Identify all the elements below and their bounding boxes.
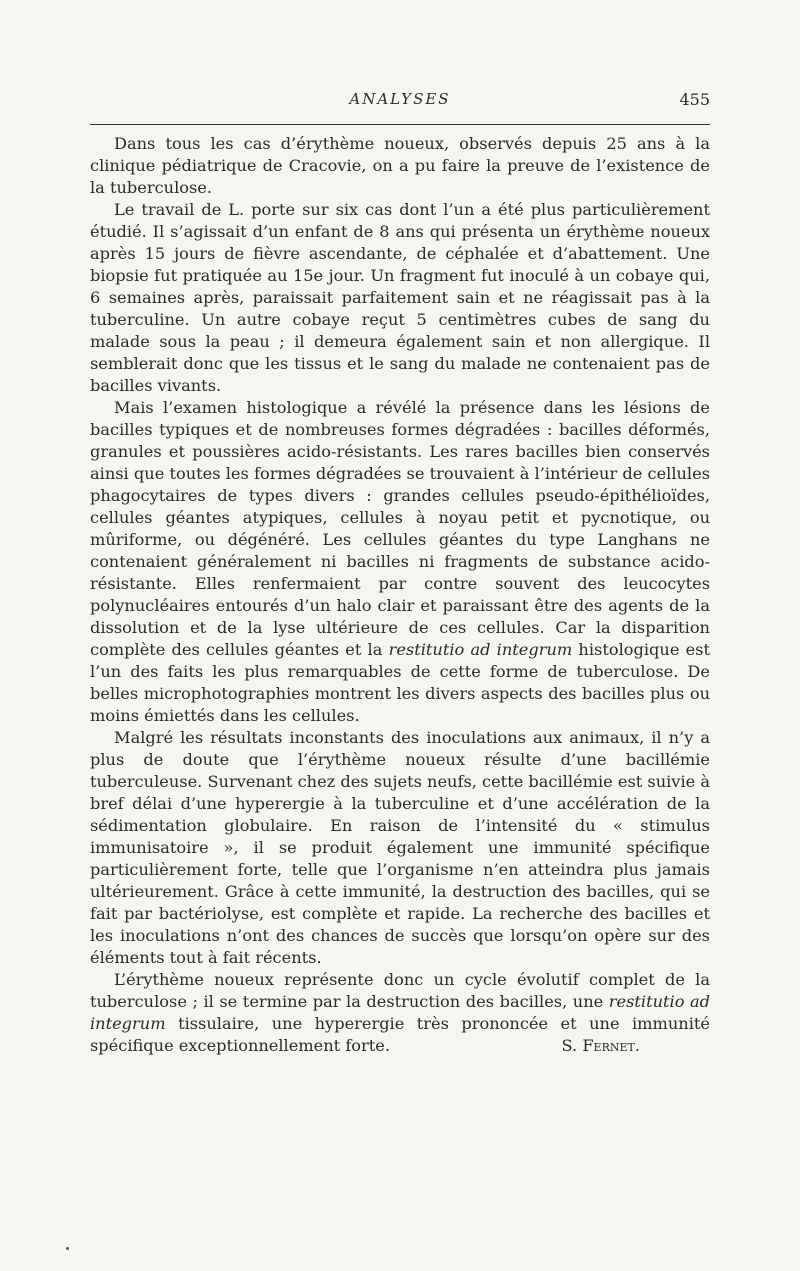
running-title: ANALYSES <box>349 90 451 108</box>
header-rule <box>90 124 710 125</box>
paragraph-2-text: Le travail de L. porte sur six cas dont l’un a été plus particulièrement étudié. Il s’agissait d’un enfant de 8 ans qui présenta un érythème noueux après 15 jours de fièvre ascendante, de céphalée et d’abattement. Une biopsie fut pratiquée au 15e jour. Un fragment fut inoculé à un cobaye qui, 6 semaines après, paraissait parfaitement sain et ne réagissait pas à la tuberculine. Un autre cobaye reçut 5 centimètres cubes de sang du malade sous la peau ; il demeura également sain et non allergique. Il semblerait donc que les tissus et le sang du malade ne contenaient pas de bacilles vivants. <box>90 200 710 395</box>
paragraph-5 <box>90 969 710 1057</box>
author-signature: S. Fernet. <box>561 1036 640 1055</box>
paragraph-5-text: L’érythème noueux représente donc un cycle évolutif complet de la tuberculose ; il se termine par la destruction des bacilles, une <box>90 970 710 1011</box>
running-head <box>90 90 710 112</box>
paragraph-3-italic: restitutio ad integrum <box>388 640 573 659</box>
paragraph-3 <box>90 397 710 727</box>
page-speck <box>66 1247 69 1250</box>
paragraph-4 <box>90 727 710 969</box>
paragraph-1-text: Dans tous les cas d’érythème noueux, observés depuis 25 ans à la clinique pédiatrique de Cracovie, on a pu faire la preuve de l’existence de la tuberculose. <box>90 134 710 197</box>
paragraph-1 <box>90 133 710 199</box>
paragraph-5-italic: restitutio ad integrum <box>90 992 711 1033</box>
paragraph-5-text-after: tissulaire, une hyperergie très prononcée et une immunité spécifique exceptionnellement forte. <box>90 1014 710 1055</box>
paragraph-3-text: Mais l’examen histologique a révélé la présence dans les lésions de bacilles typiques et de nombreuses formes dégradées : bacilles déformés, granules et poussières acido-résistants. Les rares bacilles bien conservés ainsi que toutes les formes dégradées se trouvaient à l’intérieur de cellules phagocytaires de types divers : grandes cellules pseudo-épithélioïdes, cellules géantes atypiques, cellules à noyau petit et pycnotique, ou mûriforme, ou dégénéré. Les cellules géantes du type Langhans ne contenaient généralement ni bacilles ni fragments de substance acido-résistante. Elles renfermaient par contre souvent des leucocytes polynucléaires entourés d’un halo clair et paraissant être des agents de la dissolution et de la lyse ultérieure de ces cellules. Car la disparition complète des cellules géantes et la <box>90 398 710 659</box>
paragraph-2 <box>90 199 710 397</box>
paragraph-3-text-after: histologique est l’un des faits les plus remarquables de cette forme de tuberculose. De belles microphotographies montrent les divers aspects des bacilles plus ou moins émiettés dans les cellules. <box>90 640 710 725</box>
paragraph-4-text: Malgré les résultats inconstants des inoculations aux animaux, il n’y a plus de doute que l’érythème noueux résulte d’une bacillémie tuberculeuse. Survenant chez des sujets neufs, cette bacillémie est suivie à bref délai d’une hyperergie à la tuberculine et d’une accélération de la sédimentation globulaire. En raison de l’intensité du « stimulus immunisatoire », il se produit également une immunité spécifique particulièrement forte, telle que l’organisme n’en atteindra plus jamais ultérieurement. Grâce à cette immunité, la destruction des bacilles, qui se fait par bactériolyse, est complète et rapide. La recherche des bacilles et les inoculations n’ont des chances de succès que lorsqu’on opère sur des éléments tout à fait récents. <box>90 728 711 967</box>
page-number: 455 <box>679 90 710 109</box>
body-text <box>90 133 710 1057</box>
